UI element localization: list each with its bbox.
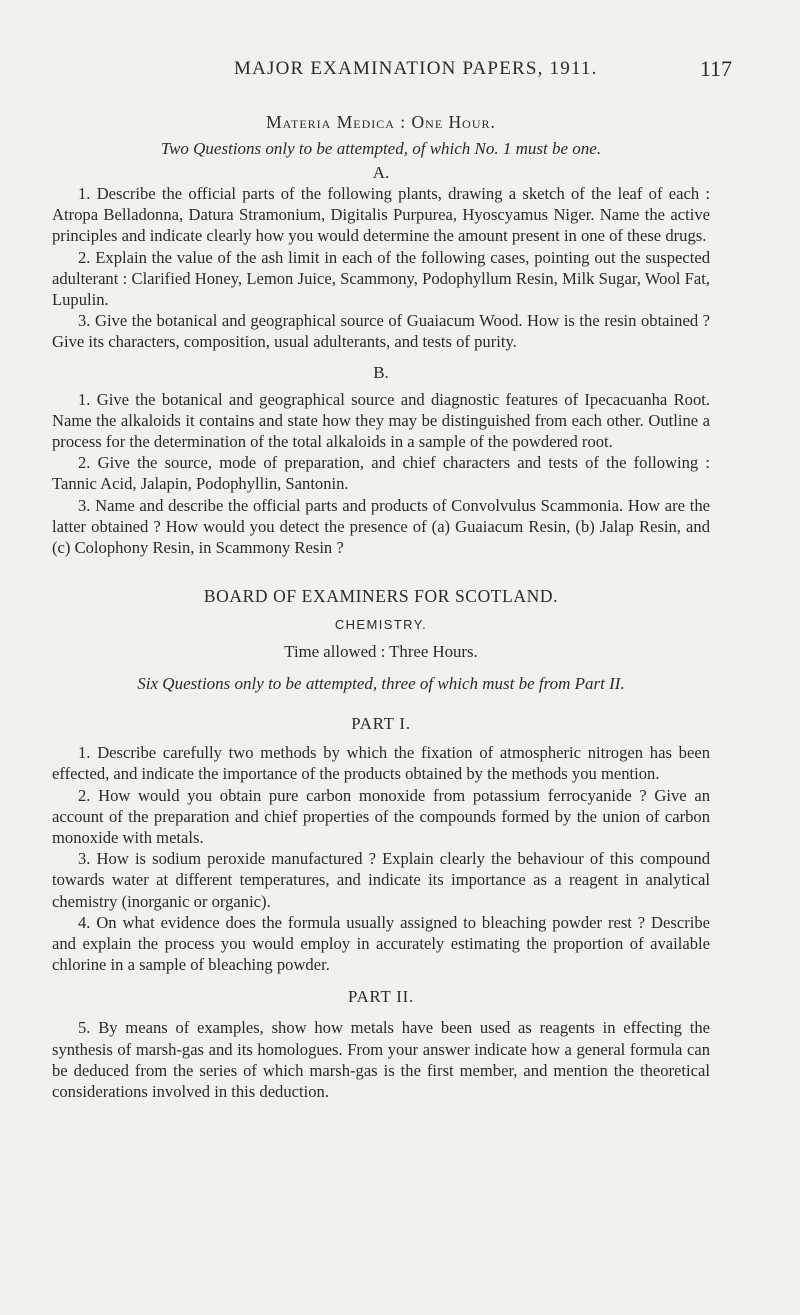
part-2-heading: PART II. [347,987,414,1007]
question-a3: 3. Give the botanical and geographical source of Guaiacum Wood. How is the resin obtained ? Give its characters, composition, usual adulterants, and tests of purity. [52,311,710,352]
time-allowed: Time allowed : Three Hours. [284,642,478,662]
question-a2: 2. Explain the value of the ash limit in each of the following cases, pointing out the suspected adulterant : Clarified Honey, Lemon Juice, Scammony, Podophyllum Resin, Milk Sugar, Wool Fat, Lupulin. [52,247,710,310]
part-1-heading: PART I. [351,714,411,734]
board-heading: BOARD OF EXAMINERS FOR SCOTLAND. [203,586,559,607]
question-b2: 2. Give the source, mode of preparation, and chief characters and tests of the following : Tannic Acid, Jalapin, Podophyllin, Santonin. [52,453,710,494]
section-a-questions [52,183,710,353]
page-number: 117 [699,56,732,81]
question-c1: 1. Describe carefully two methods by which the fixation of atmospheric nitrogen has been effected, and indicate the importance of the products obtained by the methods you mention. [52,743,710,784]
question-a1: 1. Describe the official parts of the following plants, drawing a sketch of the leaf of each : Atropa Belladonna, Datura Stramonium, Digitalis Purpurea, Hyoscyamus Niger. Name the active principles and indicate clearly how you would determine the amount present in one of these drugs. [52,184,710,246]
question-c4: 4. On what evidence does the formula usually assigned to bleaching powder rest ? Describe and explain the process you would employ in accurately estimating the proportion of available chlorine in a sample of bleaching powder. [52,912,710,975]
question-b3: 3. Name and describe the official parts and products of Convolvulus Scammonia. How are the latter obtained ? How would you detect the presence of (a) Guaiacum Resin, (b) Jalap Resin, and (c) Colophony Resin, in Scammony Resin ? [52,495,710,558]
part-1-questions [52,742,710,975]
materia-medica-title: Materia Medica : One Hour. [266,112,496,132]
running-header [52,56,732,88]
subject-heading: CHEMISTRY. [334,617,428,633]
materia-medica-instruction: Two Questions only to be attempted, of which No. 1 must be one. [160,139,602,158]
part-2-questions [52,1017,710,1102]
question-c3: 3. How is sodium peroxide manufactured ? Explain clearly the behaviour of this compound towards water at different temperatures, and indicate its importance as a reagent in analytical chemistry (inorganic or organic). [52,849,710,911]
question-c2: 2. How would you obtain pure carbon monoxide from potassium ferrocyanide ? Give an account of the preparation and chief properties of the compounds formed by the union of carbon monoxide with metals. [52,785,710,848]
question-b1: 1. Give the botanical and geographical source and diagnostic features of Ipecacuanha Root. Name the alkaloids it contains and state how they may be distinguished from each other. Outline a process for the determination of the total alkaloids in a sample of the powdered root. [52,389,710,452]
running-title: MAJOR EXAMINATION PAPERS, 1911. [234,58,598,79]
chemistry-instruction: Six Questions only to be attempted, three of which must be from Part II. [137,674,625,694]
question-c5: 5. By means of examples, show how metals have been used as reagents in effecting the synthesis of marsh-gas and its homologues. From your answer indicate how a general formula can be deduced from the series of which marsh-gas is the first member, and mention the theoretical considerations involved in this deduction. [52,1018,710,1102]
section-b-letter: B. [373,362,389,382]
section-b-questions [52,389,710,559]
section-a-letter: A. [372,163,390,182]
